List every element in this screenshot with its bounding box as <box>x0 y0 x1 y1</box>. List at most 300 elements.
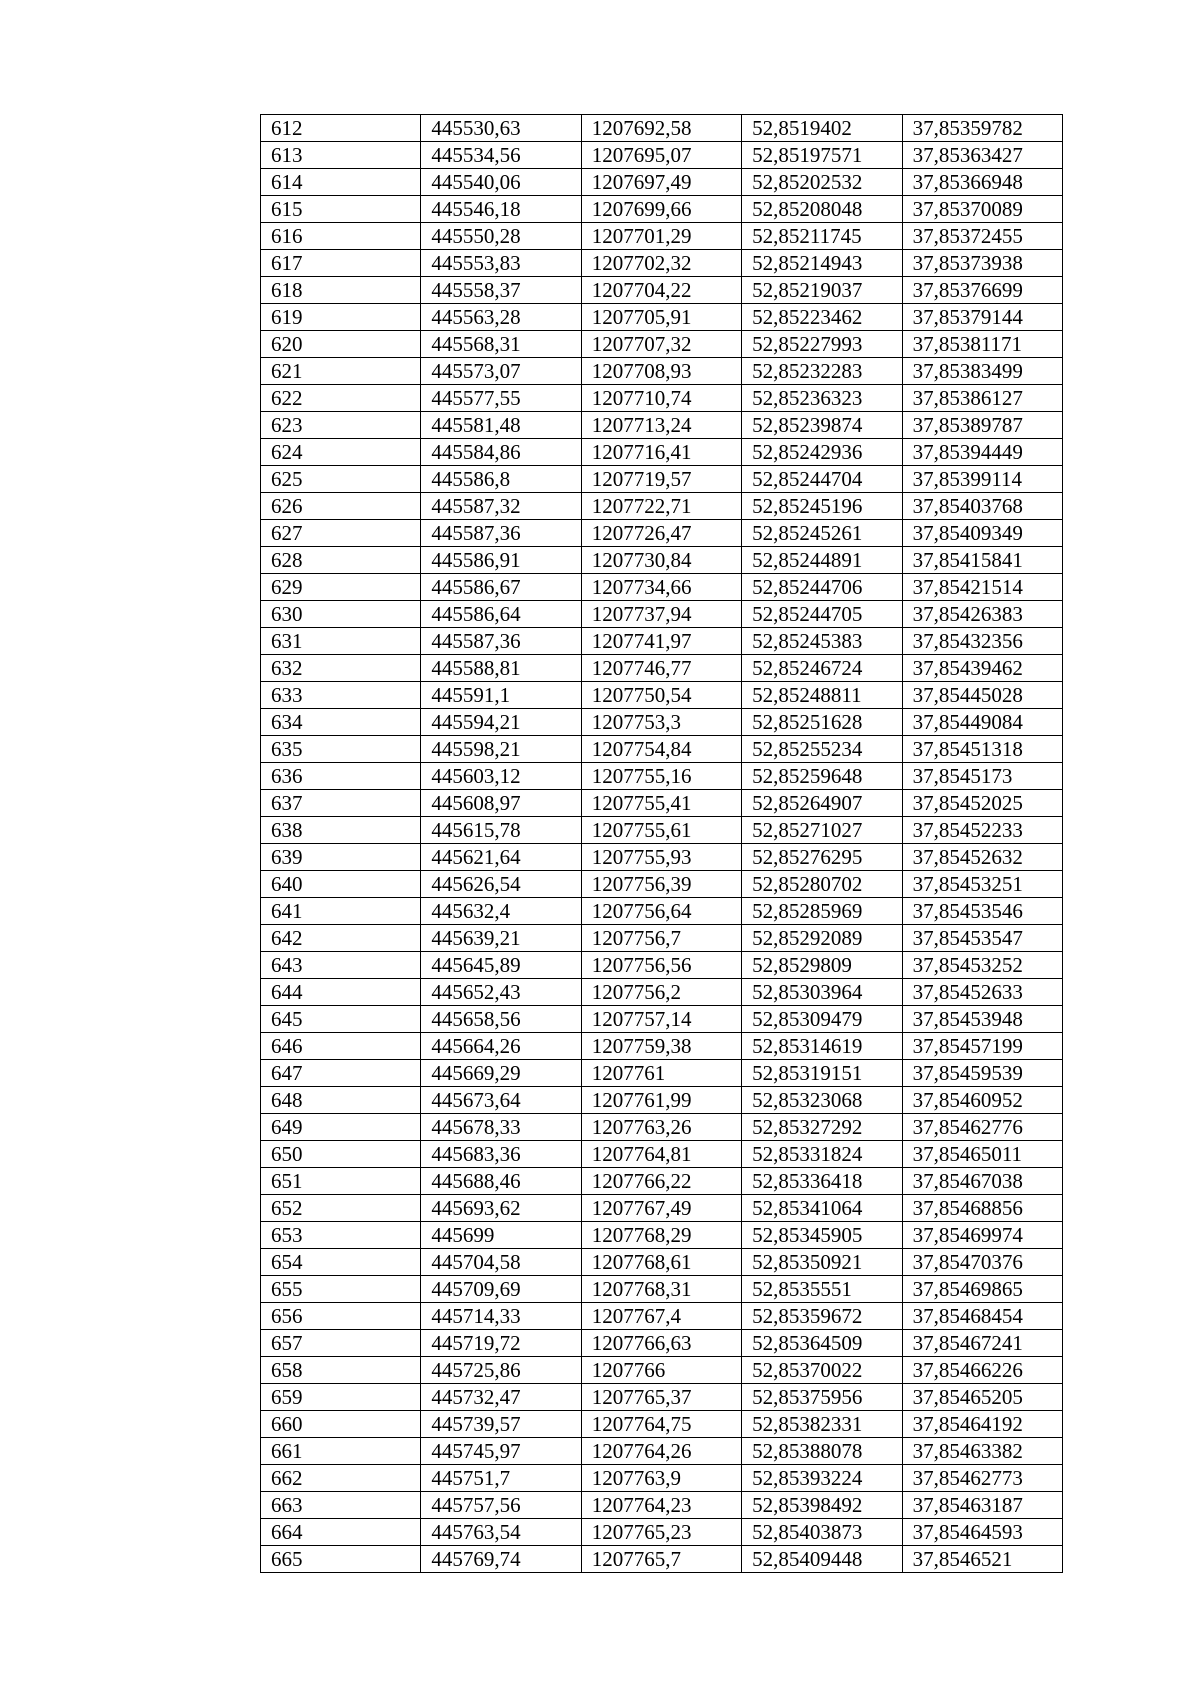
point-number-cell: 650 <box>261 1141 421 1168</box>
x-coordinate-cell: 445603,12 <box>421 763 581 790</box>
point-number-cell: 634 <box>261 709 421 736</box>
longitude-cell: 37,85445028 <box>902 682 1062 709</box>
y-coordinate-cell: 1207766,22 <box>581 1168 741 1195</box>
longitude-cell: 37,85459539 <box>902 1060 1062 1087</box>
longitude-cell: 37,85462773 <box>902 1465 1062 1492</box>
x-coordinate-cell: 445587,36 <box>421 628 581 655</box>
x-coordinate-cell: 445558,37 <box>421 277 581 304</box>
longitude-cell: 37,85451318 <box>902 736 1062 763</box>
table-row <box>261 574 1063 601</box>
x-coordinate-cell: 445587,32 <box>421 493 581 520</box>
point-number-cell: 630 <box>261 601 421 628</box>
latitude-cell: 52,85244705 <box>742 601 902 628</box>
longitude-cell: 37,85469865 <box>902 1276 1062 1303</box>
point-number-cell: 625 <box>261 466 421 493</box>
y-coordinate-cell: 1207699,66 <box>581 196 741 223</box>
latitude-cell: 52,85251628 <box>742 709 902 736</box>
y-coordinate-cell: 1207765,23 <box>581 1519 741 1546</box>
table-row <box>261 898 1063 925</box>
longitude-cell: 37,85465011 <box>902 1141 1062 1168</box>
x-coordinate-cell: 445586,64 <box>421 601 581 628</box>
table-row <box>261 1060 1063 1087</box>
table-row <box>261 196 1063 223</box>
y-coordinate-cell: 1207768,61 <box>581 1249 741 1276</box>
y-coordinate-cell: 1207767,49 <box>581 1195 741 1222</box>
latitude-cell: 52,85375956 <box>742 1384 902 1411</box>
point-number-cell: 619 <box>261 304 421 331</box>
latitude-cell: 52,85197571 <box>742 142 902 169</box>
longitude-cell: 37,85379144 <box>902 304 1062 331</box>
table-row <box>261 1330 1063 1357</box>
latitude-cell: 52,85403873 <box>742 1519 902 1546</box>
latitude-cell: 52,85244706 <box>742 574 902 601</box>
latitude-cell: 52,85236323 <box>742 385 902 412</box>
longitude-cell: 37,85399114 <box>902 466 1062 493</box>
point-number-cell: 643 <box>261 952 421 979</box>
latitude-cell: 52,8519402 <box>742 115 902 142</box>
x-coordinate-cell: 445626,54 <box>421 871 581 898</box>
table-row <box>261 115 1063 142</box>
table-row <box>261 1384 1063 1411</box>
y-coordinate-cell: 1207763,26 <box>581 1114 741 1141</box>
longitude-cell: 37,85462776 <box>902 1114 1062 1141</box>
y-coordinate-cell: 1207755,16 <box>581 763 741 790</box>
x-coordinate-cell: 445745,97 <box>421 1438 581 1465</box>
longitude-cell: 37,85464192 <box>902 1411 1062 1438</box>
y-coordinate-cell: 1207734,66 <box>581 574 741 601</box>
latitude-cell: 52,85331824 <box>742 1141 902 1168</box>
y-coordinate-cell: 1207764,75 <box>581 1411 741 1438</box>
longitude-cell: 37,85403768 <box>902 493 1062 520</box>
y-coordinate-cell: 1207737,94 <box>581 601 741 628</box>
y-coordinate-cell: 1207756,56 <box>581 952 741 979</box>
latitude-cell: 52,8529809 <box>742 952 902 979</box>
latitude-cell: 52,85409448 <box>742 1546 902 1573</box>
point-number-cell: 623 <box>261 412 421 439</box>
point-number-cell: 621 <box>261 358 421 385</box>
point-number-cell: 661 <box>261 1438 421 1465</box>
table-row <box>261 493 1063 520</box>
y-coordinate-cell: 1207710,74 <box>581 385 741 412</box>
y-coordinate-cell: 1207726,47 <box>581 520 741 547</box>
latitude-cell: 52,8535551 <box>742 1276 902 1303</box>
y-coordinate-cell: 1207713,24 <box>581 412 741 439</box>
table-row <box>261 1276 1063 1303</box>
y-coordinate-cell: 1207766 <box>581 1357 741 1384</box>
point-number-cell: 615 <box>261 196 421 223</box>
x-coordinate-cell: 445658,56 <box>421 1006 581 1033</box>
latitude-cell: 52,85208048 <box>742 196 902 223</box>
point-number-cell: 617 <box>261 250 421 277</box>
table-row <box>261 169 1063 196</box>
point-number-cell: 662 <box>261 1465 421 1492</box>
latitude-cell: 52,85227993 <box>742 331 902 358</box>
table-row <box>261 709 1063 736</box>
y-coordinate-cell: 1207746,77 <box>581 655 741 682</box>
x-coordinate-cell: 445568,31 <box>421 331 581 358</box>
x-coordinate-cell: 445683,36 <box>421 1141 581 1168</box>
longitude-cell: 37,85383499 <box>902 358 1062 385</box>
latitude-cell: 52,85280702 <box>742 871 902 898</box>
latitude-cell: 52,85303964 <box>742 979 902 1006</box>
latitude-cell: 52,85202532 <box>742 169 902 196</box>
latitude-cell: 52,85285969 <box>742 898 902 925</box>
table-row <box>261 817 1063 844</box>
longitude-cell: 37,85468856 <box>902 1195 1062 1222</box>
x-coordinate-cell: 445678,33 <box>421 1114 581 1141</box>
y-coordinate-cell: 1207756,39 <box>581 871 741 898</box>
longitude-cell: 37,85466226 <box>902 1357 1062 1384</box>
table-row <box>261 223 1063 250</box>
x-coordinate-cell: 445546,18 <box>421 196 581 223</box>
latitude-cell: 52,85271027 <box>742 817 902 844</box>
x-coordinate-cell: 445763,54 <box>421 1519 581 1546</box>
y-coordinate-cell: 1207755,41 <box>581 790 741 817</box>
point-number-cell: 612 <box>261 115 421 142</box>
latitude-cell: 52,85336418 <box>742 1168 902 1195</box>
x-coordinate-cell: 445751,7 <box>421 1465 581 1492</box>
point-number-cell: 652 <box>261 1195 421 1222</box>
longitude-cell: 37,85467241 <box>902 1330 1062 1357</box>
y-coordinate-cell: 1207764,26 <box>581 1438 741 1465</box>
y-coordinate-cell: 1207759,38 <box>581 1033 741 1060</box>
point-number-cell: 627 <box>261 520 421 547</box>
longitude-cell: 37,85415841 <box>902 547 1062 574</box>
x-coordinate-cell: 445639,21 <box>421 925 581 952</box>
table-row <box>261 655 1063 682</box>
point-number-cell: 631 <box>261 628 421 655</box>
y-coordinate-cell: 1207719,57 <box>581 466 741 493</box>
longitude-cell: 37,85453251 <box>902 871 1062 898</box>
point-number-cell: 633 <box>261 682 421 709</box>
y-coordinate-cell: 1207755,93 <box>581 844 741 871</box>
longitude-cell: 37,85468454 <box>902 1303 1062 1330</box>
x-coordinate-cell: 445709,69 <box>421 1276 581 1303</box>
latitude-cell: 52,85214943 <box>742 250 902 277</box>
longitude-cell: 37,85452233 <box>902 817 1062 844</box>
point-number-cell: 651 <box>261 1168 421 1195</box>
y-coordinate-cell: 1207761 <box>581 1060 741 1087</box>
y-coordinate-cell: 1207761,99 <box>581 1087 741 1114</box>
longitude-cell: 37,85421514 <box>902 574 1062 601</box>
longitude-cell: 37,85432356 <box>902 628 1062 655</box>
table-row <box>261 1249 1063 1276</box>
point-number-cell: 642 <box>261 925 421 952</box>
y-coordinate-cell: 1207741,97 <box>581 628 741 655</box>
latitude-cell: 52,85244891 <box>742 547 902 574</box>
point-number-cell: 639 <box>261 844 421 871</box>
y-coordinate-cell: 1207764,81 <box>581 1141 741 1168</box>
longitude-cell: 37,85463187 <box>902 1492 1062 1519</box>
x-coordinate-cell: 445588,81 <box>421 655 581 682</box>
x-coordinate-cell: 445621,64 <box>421 844 581 871</box>
table-row <box>261 1222 1063 1249</box>
latitude-cell: 52,85370022 <box>742 1357 902 1384</box>
y-coordinate-cell: 1207755,61 <box>581 817 741 844</box>
longitude-cell: 37,85452025 <box>902 790 1062 817</box>
table-row <box>261 1168 1063 1195</box>
point-number-cell: 641 <box>261 898 421 925</box>
table-row <box>261 1141 1063 1168</box>
latitude-cell: 52,85345905 <box>742 1222 902 1249</box>
table-row <box>261 1492 1063 1519</box>
table-row <box>261 1438 1063 1465</box>
longitude-cell: 37,85366948 <box>902 169 1062 196</box>
latitude-cell: 52,85350921 <box>742 1249 902 1276</box>
point-number-cell: 640 <box>261 871 421 898</box>
table-row <box>261 520 1063 547</box>
table-row <box>261 1357 1063 1384</box>
latitude-cell: 52,85255234 <box>742 736 902 763</box>
table-row <box>261 1411 1063 1438</box>
point-number-cell: 653 <box>261 1222 421 1249</box>
y-coordinate-cell: 1207692,58 <box>581 115 741 142</box>
y-coordinate-cell: 1207730,84 <box>581 547 741 574</box>
longitude-cell: 37,85464593 <box>902 1519 1062 1546</box>
y-coordinate-cell: 1207702,32 <box>581 250 741 277</box>
longitude-cell: 37,85469974 <box>902 1222 1062 1249</box>
point-number-cell: 646 <box>261 1033 421 1060</box>
y-coordinate-cell: 1207767,4 <box>581 1303 741 1330</box>
longitude-cell: 37,85453547 <box>902 925 1062 952</box>
table-row <box>261 331 1063 358</box>
table-row <box>261 1114 1063 1141</box>
y-coordinate-cell: 1207756,7 <box>581 925 741 952</box>
y-coordinate-cell: 1207763,9 <box>581 1465 741 1492</box>
x-coordinate-cell: 445598,21 <box>421 736 581 763</box>
point-number-cell: 665 <box>261 1546 421 1573</box>
point-number-cell: 638 <box>261 817 421 844</box>
longitude-cell: 37,85370089 <box>902 196 1062 223</box>
latitude-cell: 52,85327292 <box>742 1114 902 1141</box>
latitude-cell: 52,85276295 <box>742 844 902 871</box>
latitude-cell: 52,85223462 <box>742 304 902 331</box>
table-row <box>261 1303 1063 1330</box>
table-row <box>261 979 1063 1006</box>
latitude-cell: 52,85364509 <box>742 1330 902 1357</box>
latitude-cell: 52,85242936 <box>742 439 902 466</box>
table-row <box>261 547 1063 574</box>
latitude-cell: 52,85323068 <box>742 1087 902 1114</box>
latitude-cell: 52,85211745 <box>742 223 902 250</box>
longitude-cell: 37,85426383 <box>902 601 1062 628</box>
y-coordinate-cell: 1207722,71 <box>581 493 741 520</box>
table-row <box>261 1546 1063 1573</box>
y-coordinate-cell: 1207766,63 <box>581 1330 741 1357</box>
x-coordinate-cell: 445587,36 <box>421 520 581 547</box>
x-coordinate-cell: 445725,86 <box>421 1357 581 1384</box>
longitude-cell: 37,85453252 <box>902 952 1062 979</box>
x-coordinate-cell: 445540,06 <box>421 169 581 196</box>
longitude-cell: 37,8545173 <box>902 763 1062 790</box>
table-row <box>261 1465 1063 1492</box>
x-coordinate-cell: 445553,83 <box>421 250 581 277</box>
point-number-cell: 655 <box>261 1276 421 1303</box>
point-number-cell: 635 <box>261 736 421 763</box>
table-row <box>261 277 1063 304</box>
x-coordinate-cell: 445586,67 <box>421 574 581 601</box>
point-number-cell: 656 <box>261 1303 421 1330</box>
point-number-cell: 654 <box>261 1249 421 1276</box>
point-number-cell: 616 <box>261 223 421 250</box>
table-row <box>261 1519 1063 1546</box>
longitude-cell: 37,85381171 <box>902 331 1062 358</box>
y-coordinate-cell: 1207757,14 <box>581 1006 741 1033</box>
point-number-cell: 657 <box>261 1330 421 1357</box>
longitude-cell: 37,85453546 <box>902 898 1062 925</box>
table-row <box>261 844 1063 871</box>
y-coordinate-cell: 1207695,07 <box>581 142 741 169</box>
point-number-cell: 658 <box>261 1357 421 1384</box>
x-coordinate-cell: 445673,64 <box>421 1087 581 1114</box>
y-coordinate-cell: 1207697,49 <box>581 169 741 196</box>
longitude-cell: 37,85457199 <box>902 1033 1062 1060</box>
longitude-cell: 37,85463382 <box>902 1438 1062 1465</box>
x-coordinate-cell: 445577,55 <box>421 385 581 412</box>
point-number-cell: 649 <box>261 1114 421 1141</box>
latitude-cell: 52,85246724 <box>742 655 902 682</box>
point-number-cell: 637 <box>261 790 421 817</box>
latitude-cell: 52,85239874 <box>742 412 902 439</box>
x-coordinate-cell: 445534,56 <box>421 142 581 169</box>
point-number-cell: 614 <box>261 169 421 196</box>
latitude-cell: 52,85264907 <box>742 790 902 817</box>
latitude-cell: 52,85259648 <box>742 763 902 790</box>
longitude-cell: 37,85460952 <box>902 1087 1062 1114</box>
table-row <box>261 1006 1063 1033</box>
point-number-cell: 629 <box>261 574 421 601</box>
y-coordinate-cell: 1207753,3 <box>581 709 741 736</box>
point-number-cell: 647 <box>261 1060 421 1087</box>
table-row <box>261 1033 1063 1060</box>
point-number-cell: 632 <box>261 655 421 682</box>
table-row <box>261 304 1063 331</box>
latitude-cell: 52,85244704 <box>742 466 902 493</box>
latitude-cell: 52,85319151 <box>742 1060 902 1087</box>
y-coordinate-cell: 1207716,41 <box>581 439 741 466</box>
longitude-cell: 37,85409349 <box>902 520 1062 547</box>
y-coordinate-cell: 1207765,7 <box>581 1546 741 1573</box>
x-coordinate-cell: 445594,21 <box>421 709 581 736</box>
latitude-cell: 52,85388078 <box>742 1438 902 1465</box>
point-number-cell: 626 <box>261 493 421 520</box>
latitude-cell: 52,85341064 <box>742 1195 902 1222</box>
point-number-cell: 664 <box>261 1519 421 1546</box>
longitude-cell: 37,85386127 <box>902 385 1062 412</box>
x-coordinate-cell: 445714,33 <box>421 1303 581 1330</box>
longitude-cell: 37,85465205 <box>902 1384 1062 1411</box>
point-number-cell: 663 <box>261 1492 421 1519</box>
x-coordinate-cell: 445586,91 <box>421 547 581 574</box>
table-row <box>261 790 1063 817</box>
longitude-cell: 37,85467038 <box>902 1168 1062 1195</box>
table-row <box>261 466 1063 493</box>
y-coordinate-cell: 1207754,84 <box>581 736 741 763</box>
x-coordinate-cell: 445530,63 <box>421 115 581 142</box>
table-row <box>261 142 1063 169</box>
point-number-cell: 648 <box>261 1087 421 1114</box>
longitude-cell: 37,85373938 <box>902 250 1062 277</box>
x-coordinate-cell: 445739,57 <box>421 1411 581 1438</box>
longitude-cell: 37,85449084 <box>902 709 1062 736</box>
x-coordinate-cell: 445693,62 <box>421 1195 581 1222</box>
table-row <box>261 601 1063 628</box>
y-coordinate-cell: 1207708,93 <box>581 358 741 385</box>
longitude-cell: 37,85453948 <box>902 1006 1062 1033</box>
latitude-cell: 52,85314619 <box>742 1033 902 1060</box>
y-coordinate-cell: 1207765,37 <box>581 1384 741 1411</box>
latitude-cell: 52,85245261 <box>742 520 902 547</box>
x-coordinate-cell: 445591,1 <box>421 682 581 709</box>
point-number-cell: 613 <box>261 142 421 169</box>
y-coordinate-cell: 1207705,91 <box>581 304 741 331</box>
x-coordinate-cell: 445652,43 <box>421 979 581 1006</box>
y-coordinate-cell: 1207750,54 <box>581 682 741 709</box>
table-row <box>261 628 1063 655</box>
y-coordinate-cell: 1207768,31 <box>581 1276 741 1303</box>
longitude-cell: 37,85376699 <box>902 277 1062 304</box>
table-row <box>261 682 1063 709</box>
point-number-cell: 624 <box>261 439 421 466</box>
x-coordinate-cell: 445704,58 <box>421 1249 581 1276</box>
table-row <box>261 250 1063 277</box>
point-number-cell: 628 <box>261 547 421 574</box>
x-coordinate-cell: 445719,72 <box>421 1330 581 1357</box>
table-row <box>261 412 1063 439</box>
point-number-cell: 659 <box>261 1384 421 1411</box>
x-coordinate-cell: 445757,56 <box>421 1492 581 1519</box>
table-row <box>261 1087 1063 1114</box>
longitude-cell: 37,85452633 <box>902 979 1062 1006</box>
x-coordinate-cell: 445699 <box>421 1222 581 1249</box>
point-number-cell: 644 <box>261 979 421 1006</box>
point-number-cell: 622 <box>261 385 421 412</box>
point-number-cell: 660 <box>261 1411 421 1438</box>
latitude-cell: 52,85245196 <box>742 493 902 520</box>
coordinates-table-body <box>261 115 1063 1573</box>
x-coordinate-cell: 445563,28 <box>421 304 581 331</box>
x-coordinate-cell: 445688,46 <box>421 1168 581 1195</box>
table-row <box>261 763 1063 790</box>
x-coordinate-cell: 445632,4 <box>421 898 581 925</box>
x-coordinate-cell: 445550,28 <box>421 223 581 250</box>
latitude-cell: 52,85359672 <box>742 1303 902 1330</box>
table-row <box>261 952 1063 979</box>
y-coordinate-cell: 1207704,22 <box>581 277 741 304</box>
latitude-cell: 52,85393224 <box>742 1465 902 1492</box>
x-coordinate-cell: 445584,86 <box>421 439 581 466</box>
x-coordinate-cell: 445581,48 <box>421 412 581 439</box>
latitude-cell: 52,85219037 <box>742 277 902 304</box>
x-coordinate-cell: 445669,29 <box>421 1060 581 1087</box>
longitude-cell: 37,85470376 <box>902 1249 1062 1276</box>
table-row <box>261 871 1063 898</box>
table-row <box>261 1195 1063 1222</box>
point-number-cell: 620 <box>261 331 421 358</box>
x-coordinate-cell: 445573,07 <box>421 358 581 385</box>
table-row <box>261 439 1063 466</box>
point-number-cell: 636 <box>261 763 421 790</box>
latitude-cell: 52,85245383 <box>742 628 902 655</box>
point-number-cell: 618 <box>261 277 421 304</box>
longitude-cell: 37,85452632 <box>902 844 1062 871</box>
x-coordinate-cell: 445608,97 <box>421 790 581 817</box>
y-coordinate-cell: 1207768,29 <box>581 1222 741 1249</box>
longitude-cell: 37,85394449 <box>902 439 1062 466</box>
x-coordinate-cell: 445664,26 <box>421 1033 581 1060</box>
y-coordinate-cell: 1207707,32 <box>581 331 741 358</box>
table-row <box>261 925 1063 952</box>
